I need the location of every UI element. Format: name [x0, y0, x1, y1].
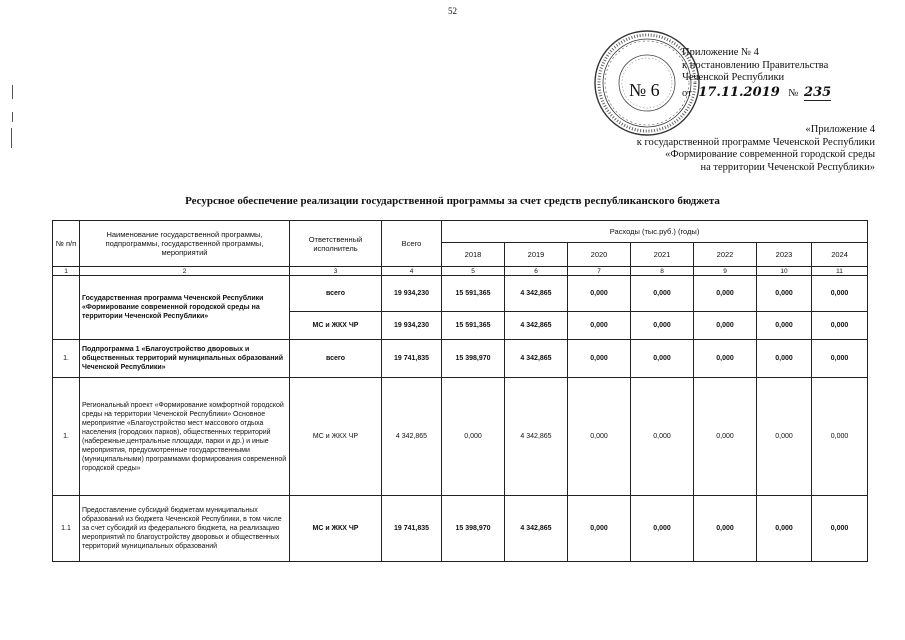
row-value: 0,000: [631, 312, 694, 340]
row-value: 15 591,365: [442, 276, 505, 312]
appendix-old-line-2: к государственной программе Чеченской Республики: [636, 136, 875, 148]
row-value: 15 591,365: [442, 312, 505, 340]
column-index: 11: [812, 267, 868, 276]
row-value: 0,000: [812, 312, 868, 340]
appendix-line-1: Приложение № 4: [682, 47, 759, 58]
row-value: 0,000: [631, 340, 694, 378]
number-prefix: №: [788, 88, 799, 99]
header-year: 2021: [631, 243, 694, 267]
row-total: 4 342,865: [382, 378, 442, 496]
scan-edge-marks: [0, 0, 20, 640]
table-row: [53, 340, 868, 378]
appendix-resolution-block: [682, 47, 828, 85]
column-index: 5: [442, 267, 505, 276]
row-executor: МС и ЖКХ ЧР: [290, 378, 382, 496]
row-executor: МС и ЖКХ ЧР: [290, 312, 382, 340]
appendix-program-block: [637, 124, 875, 174]
row-name: Предоставление субсидий бюджетам муниципальных образований из бюджета Чеченской Республики, в том числе за счет субсидий из федерального бюджета, на реализацию мероприятий по благоустройству дворовых и общественных территорий муниципальных образований: [80, 496, 290, 562]
column-index: 3: [290, 267, 382, 276]
row-name: Государственная программа Чеченской Республики «Формирование современной городской среды на территории Чеченской Республики»: [80, 276, 290, 340]
row-value: 0,000: [757, 312, 812, 340]
appendix-old-line-4: на территории Чеченской Республики»: [700, 161, 875, 173]
column-index: 1: [53, 267, 80, 276]
row-value: 15 398,970: [442, 496, 505, 562]
row-value: 0,000: [694, 312, 757, 340]
row-value: 0,000: [694, 276, 757, 312]
handwritten-number: 235: [804, 85, 832, 100]
header-name: Наименование государственной программы, подпрограммы, государственной программы, мероприятий: [80, 221, 290, 267]
row-value: 0,000: [568, 496, 631, 562]
page-number: 52: [448, 6, 457, 16]
row-num: 1.1: [53, 496, 80, 562]
row-value: 0,000: [631, 496, 694, 562]
row-value: 0,000: [812, 496, 868, 562]
row-value: 0,000: [568, 312, 631, 340]
row-executor: всего: [290, 276, 382, 312]
column-index: 7: [568, 267, 631, 276]
row-value: 0,000: [631, 276, 694, 312]
row-executor: МС и ЖКХ ЧР: [290, 496, 382, 562]
row-name: Региональный проект «Формирование комфортной городской среды на территории Чеченской Республики» Основное мероприятие «Благоустройство мест массового отдыха населения (городских парков), общественных территорий (набережные,центральные площади, парки и др.) и иные мероприятия, предусмотренные государственными (муниципальными) программами формирования современной городской среды»: [80, 378, 290, 496]
row-name: Подпрограмма 1 «Благоустройство дворовых и общественных территорий муниципальных образований Чеченской Республики»: [80, 340, 290, 378]
header-year: 2023: [757, 243, 812, 267]
header-year: 2020: [568, 243, 631, 267]
table-row: [53, 378, 868, 496]
column-index: 2: [80, 267, 290, 276]
row-num: 1.: [53, 340, 80, 378]
header-year: 2022: [694, 243, 757, 267]
row-value: 4 342,865: [505, 340, 568, 378]
row-value: 0,000: [757, 340, 812, 378]
row-num: 1.: [53, 378, 80, 496]
row-value: 0,000: [694, 340, 757, 378]
row-value: 4 342,865: [505, 312, 568, 340]
budget-table: [52, 220, 868, 562]
row-value: 0,000: [631, 378, 694, 496]
row-total: 19 741,835: [382, 340, 442, 378]
header-executor: Ответственный исполнитель: [290, 221, 382, 267]
row-num: [53, 276, 80, 340]
appendix-old-line-3: «Формирование современной городской среды: [665, 149, 875, 160]
row-value: 0,000: [442, 378, 505, 496]
column-index: 10: [757, 267, 812, 276]
row-total: 19 741,835: [382, 496, 442, 562]
document-title: Ресурсное обеспечение реализации государственной программы за счет средств республиканского бюджета: [185, 195, 720, 207]
header-year: 2018: [442, 243, 505, 267]
row-value: 0,000: [568, 340, 631, 378]
row-value: 0,000: [812, 378, 868, 496]
date-prefix: от: [682, 88, 692, 99]
row-value: 0,000: [812, 340, 868, 378]
row-value: 0,000: [812, 276, 868, 312]
row-value: 15 398,970: [442, 340, 505, 378]
column-index: 4: [382, 267, 442, 276]
stamp-number: № 6: [629, 80, 660, 100]
row-total: 19 934,230: [382, 276, 442, 312]
handwritten-date: 17.11.2019: [698, 85, 780, 100]
appendix-old-line-1: «Приложение 4: [805, 124, 875, 135]
row-value: 0,000: [568, 276, 631, 312]
row-value: 0,000: [757, 496, 812, 562]
row-total: 19 934,230: [382, 312, 442, 340]
row-value: 0,000: [694, 496, 757, 562]
row-value: 4 342,865: [505, 378, 568, 496]
row-value: 0,000: [568, 378, 631, 496]
column-index: 6: [505, 267, 568, 276]
row-value: 0,000: [694, 378, 757, 496]
column-index-row: [53, 267, 868, 276]
row-value: 0,000: [757, 378, 812, 496]
table-row: [53, 276, 868, 312]
row-value: 4 342,865: [505, 496, 568, 562]
table-row: [53, 496, 868, 562]
header-total: Всего: [382, 221, 442, 267]
header-year: 2024: [812, 243, 868, 267]
header-expenses: Расходы (тыс.руб.) (годы): [442, 221, 868, 243]
row-executor: всего: [290, 340, 382, 378]
row-value: 0,000: [757, 276, 812, 312]
appendix-date-line: [682, 85, 831, 100]
appendix-line-2: к постановлению Правительства: [682, 59, 829, 71]
header-num: № п/п: [53, 221, 80, 267]
header-year: 2019: [505, 243, 568, 267]
appendix-line-3: Чеченской Республики: [682, 72, 785, 83]
column-index: 9: [694, 267, 757, 276]
row-value: 4 342,865: [505, 276, 568, 312]
column-index: 8: [631, 267, 694, 276]
